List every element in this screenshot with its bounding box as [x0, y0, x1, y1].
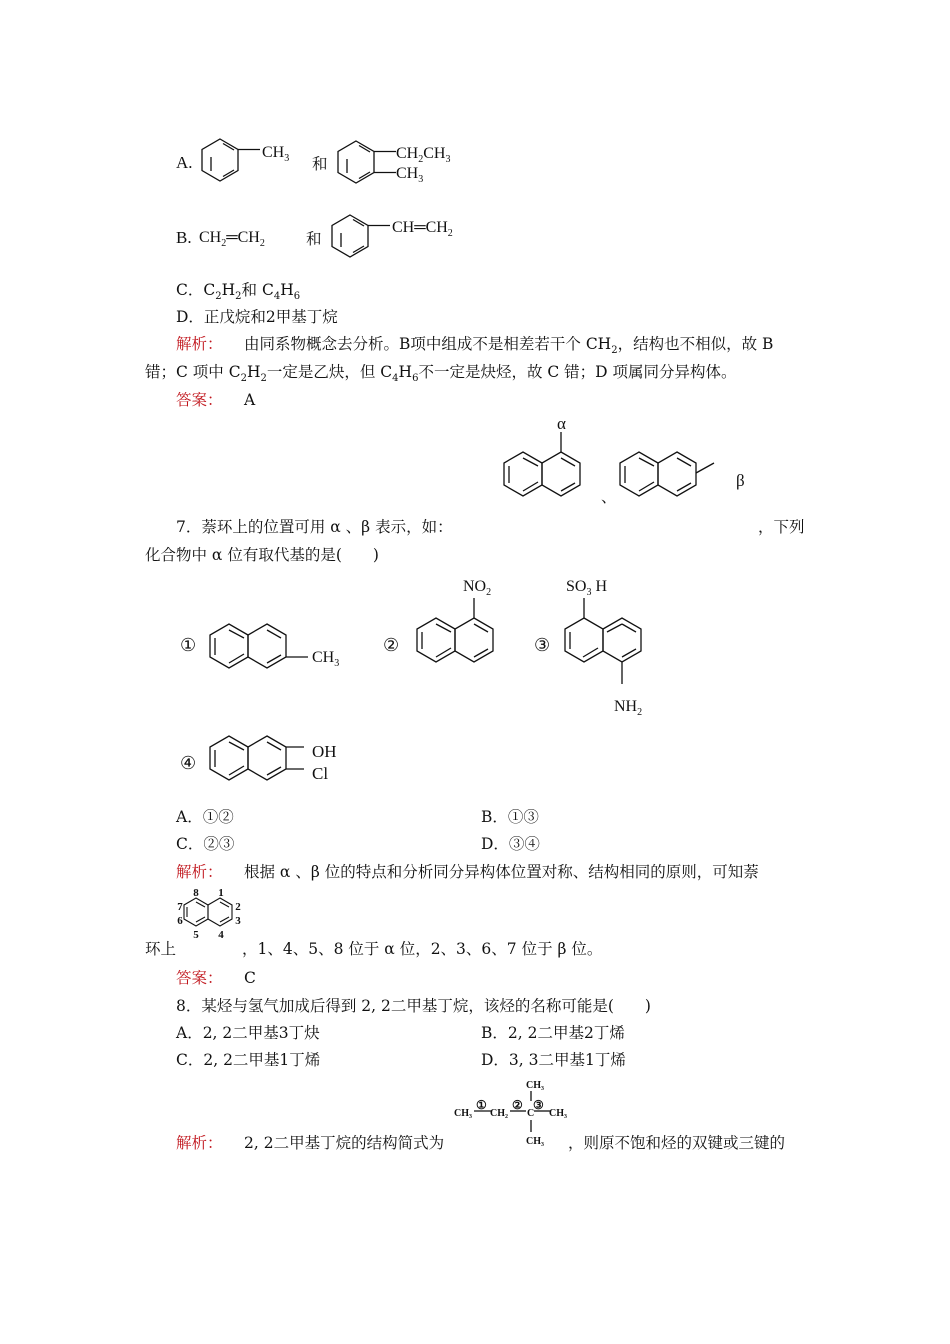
- compound-4-structure: [208, 730, 328, 794]
- methyl-group: $CH_3$: [396, 165, 424, 186]
- q8-choice-a: A．2, 2二甲基3丁炔: [176, 1024, 320, 1042]
- toluene-ch3: $CH_3$: [262, 144, 290, 165]
- vinyl-group: $CH═CH_2$: [392, 219, 453, 240]
- q8-choice-b: B．2, 2二甲基2丁烯: [481, 1024, 625, 1042]
- and-word-a: 和: [312, 155, 328, 173]
- compound-2-marker: ②: [383, 635, 400, 656]
- compound-2-structure: [408, 598, 498, 690]
- compound-1-marker: ①: [180, 635, 197, 656]
- q7-stem-line1-end: ，下列: [758, 518, 805, 536]
- compound-3-marker: ③: [534, 635, 551, 656]
- compound-2-no2: $NO_2$: [463, 578, 492, 599]
- formula-ch3-right: CH₃: [549, 1108, 567, 1119]
- q7-analysis-line1: 根据 α 、β 位的特点和分析同分异构体位置对称、结构相同的原则，可知萘: [244, 863, 759, 881]
- compound-3-structure: [556, 598, 656, 703]
- and-word-b: 和: [306, 230, 322, 248]
- q8-choice-c: C．2, 2二甲基1丁烯: [176, 1051, 321, 1069]
- pos-2: 2: [235, 901, 241, 913]
- formula-ch2: CH₂: [490, 1108, 508, 1119]
- q7-answer-label: 答案：: [176, 969, 223, 987]
- q8-stem: 8．某烃与氢气加成后得到 2, 2二甲基丁烷，该烃的名称可能是( ): [176, 997, 651, 1015]
- beta-label: β: [736, 471, 745, 490]
- q7-choice-c: C．②③: [176, 835, 235, 853]
- q6-analysis-line1: 由同系物概念去分析。B项中组成不是相差若干个 $CH_2$，结构也不相似，故 B: [244, 335, 774, 357]
- compound-3-nh2: $NH_2$: [614, 698, 643, 719]
- formula-circle-3: ③: [533, 1098, 544, 1112]
- alpha-label: α: [557, 414, 566, 433]
- q6-answer: A: [244, 391, 256, 409]
- q7-analysis-line2b: ，1、4、5、8 位于 α 位，2、3、6、7 位于 β 位。: [242, 940, 603, 958]
- pos-3: 3: [235, 915, 241, 927]
- pos-6: 6: [177, 915, 183, 927]
- compound-4-oh: OH: [312, 742, 337, 761]
- q7-stem-line1: 7．萘环上的位置可用 α 、β 表示，如：: [176, 518, 453, 536]
- q7-answer: C: [244, 969, 256, 987]
- option-a-label: A.: [176, 153, 193, 172]
- option-d: D．正戊烷和2甲基丁烷: [176, 308, 338, 326]
- option-c: C．$C_2H_2$和 $C_4H_6$: [176, 281, 301, 303]
- dimethylbutane-formula: [452, 1074, 582, 1154]
- pos-8: 8: [193, 887, 199, 899]
- pos-1: 1: [218, 887, 224, 899]
- q6-analysis-label: 解析：: [176, 335, 223, 353]
- q7-choice-a: A．①②: [176, 808, 234, 826]
- compound-1-ch3: $CH_3$: [312, 649, 340, 670]
- pos-5: 5: [193, 929, 199, 941]
- option-b-label: B.: [176, 228, 192, 247]
- compound-3-so3h: $SO_3$ H: [566, 578, 608, 599]
- formula-circle-1: ①: [476, 1098, 487, 1112]
- q8-choice-d: D．3, 3二甲基1丁烯: [481, 1051, 626, 1069]
- numbered-naphthalene: [172, 888, 252, 958]
- q7-analysis-label: 解析：: [176, 863, 223, 881]
- q8-analysis-label: 解析：: [176, 1134, 223, 1152]
- formula-bottom-ch3: CH₃: [526, 1136, 544, 1147]
- q8-analysis-a: 2, 2二甲基丁烷的结构简式为: [244, 1134, 445, 1152]
- q6-analysis-line2: 错；C 项中 $C_2H_2$一定是乙炔，但 $C_4H_6$不一定是炔烃，故 C 错；D 项属同分异构体。: [145, 363, 737, 385]
- ethyl-methyl-benzene-structure: [334, 130, 404, 196]
- separator: 、: [601, 488, 617, 506]
- styrene-structure: [328, 200, 398, 270]
- compound-1-structure: [208, 620, 328, 680]
- naphthalene-alpha: [490, 432, 600, 527]
- q8-analysis-b: ，则原不饱和烃的双键或三键的: [568, 1134, 786, 1152]
- compound-4-cl: Cl: [312, 764, 329, 783]
- pos-4: 4: [218, 929, 224, 941]
- q7-analysis-line2a: 环上: [145, 940, 177, 958]
- formula-ch3-left: CH₃: [454, 1108, 472, 1119]
- compound-4-marker: ④: [180, 753, 197, 774]
- toluene-structure: [198, 130, 308, 196]
- formula-c: C: [527, 1108, 535, 1119]
- q7-choice-b: B．①③: [481, 808, 539, 826]
- formula-top-ch3: CH₃: [526, 1080, 544, 1091]
- q7-stem-line2: 化合物中 α 位有取代基的是( ): [145, 546, 379, 564]
- q6-answer-label: 答案：: [176, 391, 223, 409]
- ethylene-formula: $CH_2═CH_2$: [199, 229, 265, 250]
- ethyl-group: $CH_2CH_3$: [396, 145, 451, 166]
- naphthalene-beta: [618, 450, 748, 530]
- pos-7: 7: [177, 901, 183, 913]
- formula-circle-2: ②: [512, 1098, 523, 1112]
- q7-choice-d: D．③④: [481, 835, 540, 853]
